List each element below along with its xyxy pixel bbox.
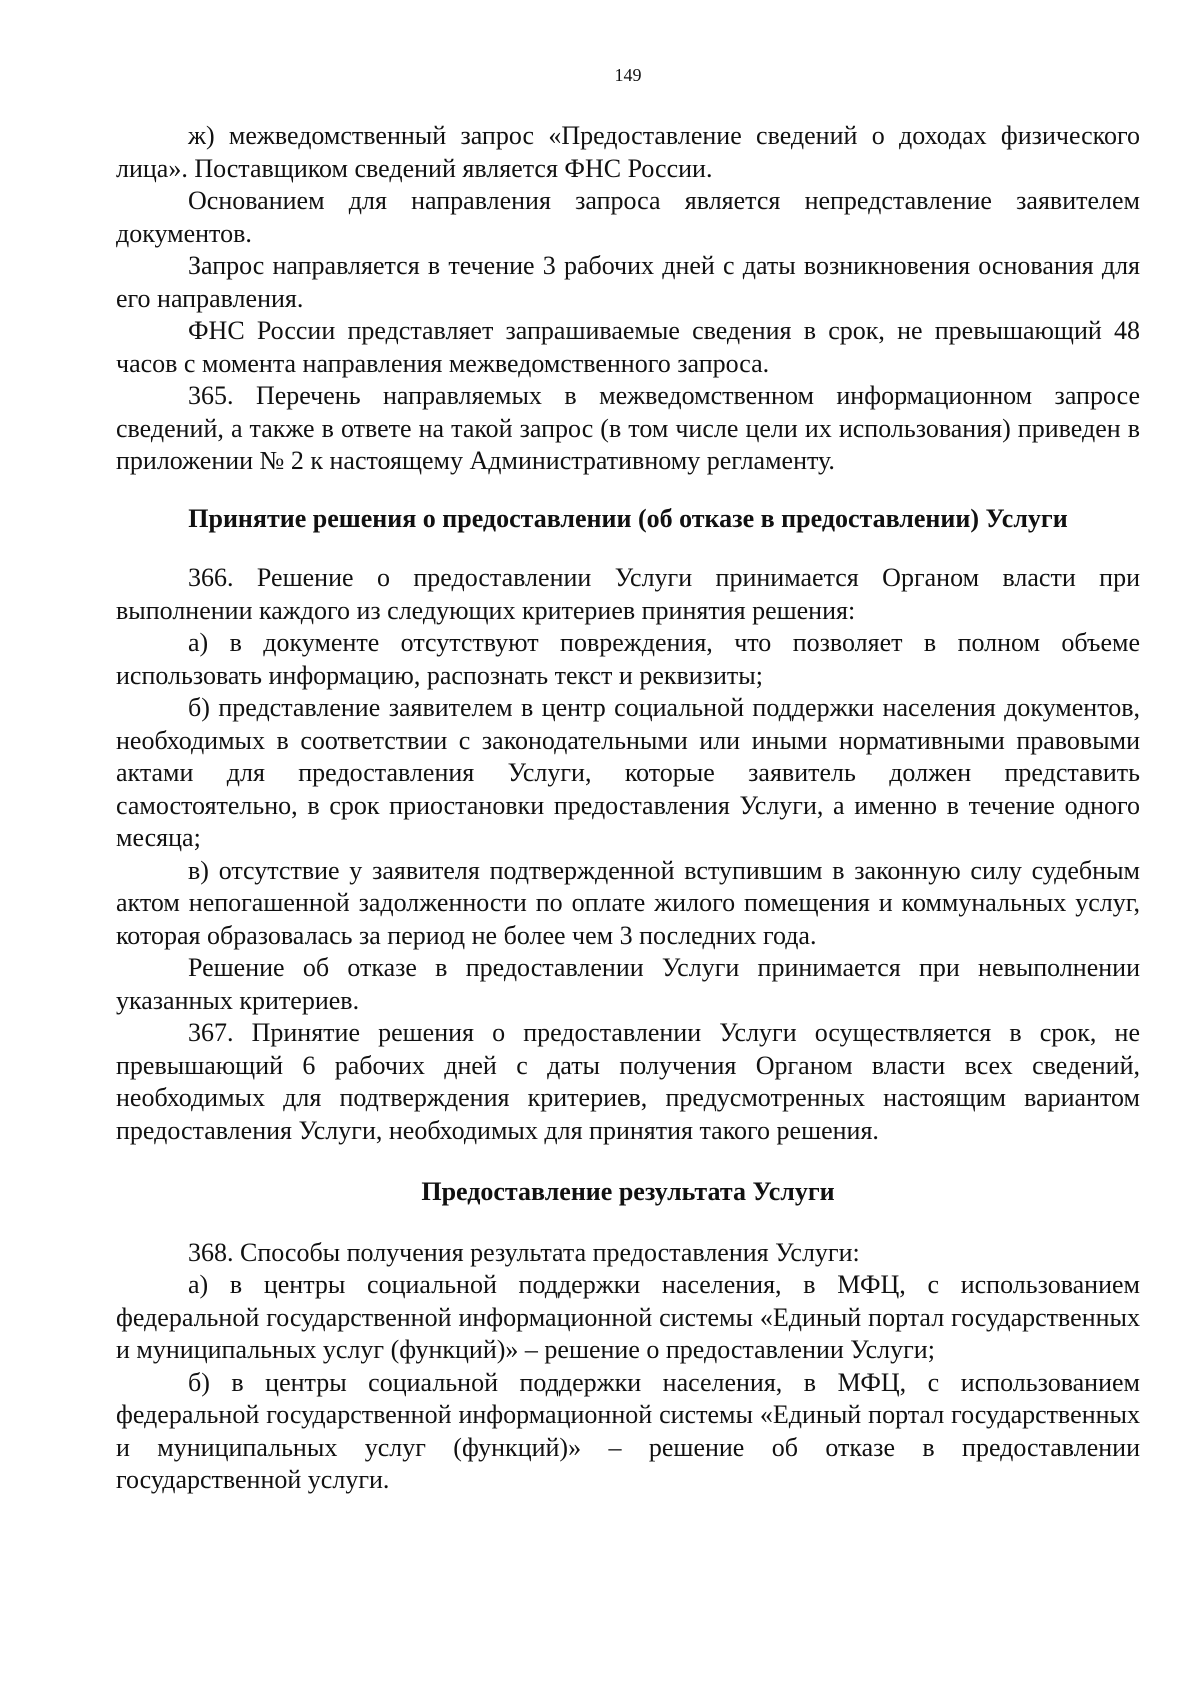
paragraph-368-a: а) в центры социальной поддержки населения, в МФЦ, с использованием федеральной государственной информационной системы «Единый портал государственных и муниципальных услуг (функций)» – решение о предоставлении Услуги;	[116, 1270, 1140, 1364]
paragraph-interagency-request-income: ж) межведомственный запрос «Предоставление сведений о доходах физического лица». Поставщиком сведений является ФНС России.	[116, 121, 1140, 183]
paragraph-refusal-decision: Решение об отказе в предоставлении Услуги принимается при невыполнении указанных критериев.	[116, 953, 1140, 1015]
section-heading-decision: Принятие решения о предоставлении (об отказе в предоставлении) Услуги	[188, 503, 1068, 533]
paragraph-366-c: в) отсутствие у заявителя подтвержденной вступившим в законную силу судебным актом непогашенной задолженности по оплате жилого помещения и коммунальных услуг, которая образовалась за период не более чем 3 последних года.	[116, 855, 1140, 950]
page-number: 149	[614, 65, 642, 85]
paragraph-368: 368. Способы получения результата предоставления Услуги:	[188, 1237, 860, 1267]
paragraph-366: 366. Решение о предоставлении Услуги принимается Органом власти при выполнении каждого из следующих критериев принятия решения:	[116, 563, 1140, 625]
paragraph-368-b: б) в центры социальной поддержки населения, в МФЦ, с использованием федеральной государственной информационной системы «Единый портал государственных и муниципальных услуг (функций)» – решение об отказе в предоставлении государственной услуги.	[116, 1367, 1140, 1494]
document-page	[116, 64, 1140, 1497]
paragraph-fns-response-term: ФНС России представляет запрашиваемые сведения в срок, не превышающий 48 часов с момента направления межведомственного запроса.	[116, 316, 1140, 378]
paragraph-request-deadline: Запрос направляется в течение 3 рабочих дней с даты возникновения основания для его направления.	[116, 251, 1140, 313]
paragraph-367: 367. Принятие решения о предоставлении Услуги осуществляется в срок, не превышающий 6 рабочих дней с даты получения Органом власти всех сведений, необходимых для подтверждения критериев, предусмотренных настоящим вариантом предоставления Услуги, необходимых для принятия такого решения.	[116, 1018, 1140, 1145]
paragraph-366-b: б) представление заявителем в центр социальной поддержки населения документов, необходимых в соответствии с законодательными или иными нормативными правовыми актами для предоставления Услуги, которые заявитель должен представить самостоятельно, в срок приостановки предоставления Услуги, а именно в течение одного месяца;	[116, 693, 1140, 852]
paragraph-request-grounds: Основанием для направления запроса является непредставление заявителем документов.	[116, 186, 1140, 248]
paragraph-366-a: а) в документе отсутствуют повреждения, что позволяет в полном объеме использовать информацию, распознать текст и реквизиты;	[116, 628, 1140, 690]
paragraph-365: 365. Перечень направляемых в межведомственном информационном запросе сведений, а также в ответе на такой запрос (в том числе цели их использования) приведен в приложении № 2 к настоящему Административному регламенту.	[116, 381, 1140, 475]
section-heading-result: Предоставление результата Услуги	[421, 1177, 835, 1206]
